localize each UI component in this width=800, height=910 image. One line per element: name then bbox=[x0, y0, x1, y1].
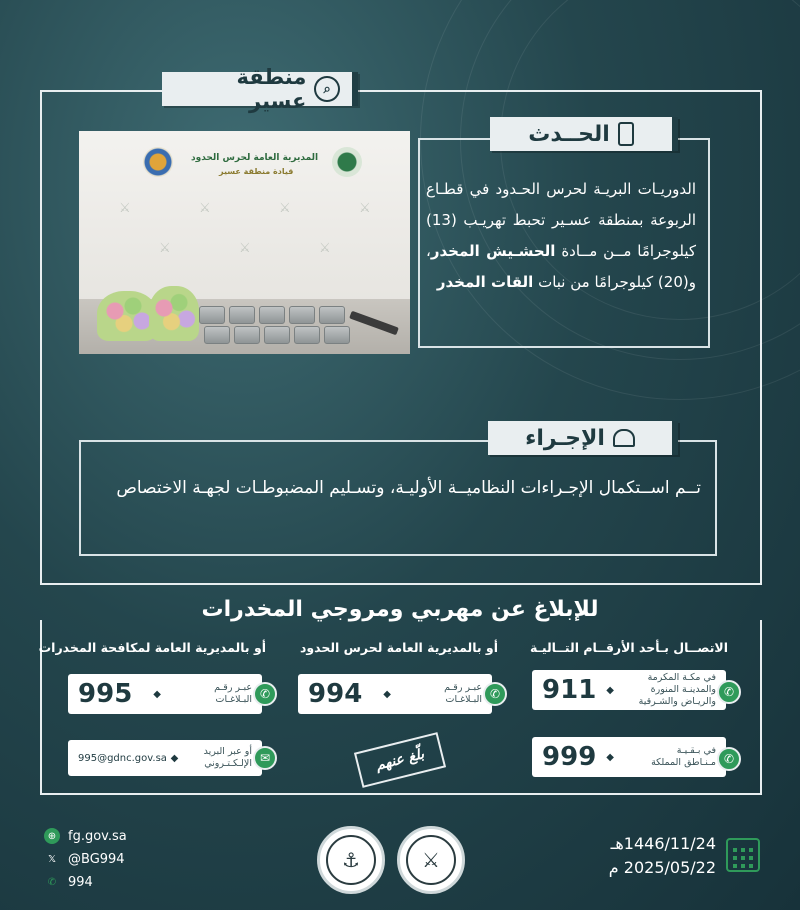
action-heading bbox=[488, 421, 678, 455]
n911-desc: في مكـة المكرمة والمدينـة المنورة والريـاض والشـرقية bbox=[638, 672, 716, 707]
photo-title-line1: المديرية العامة لحرس الحدود bbox=[191, 153, 319, 163]
email-card[interactable] bbox=[68, 740, 262, 776]
photo-title-line2: قيادة منطقة عسير bbox=[219, 167, 294, 176]
number-card-995[interactable] bbox=[68, 674, 262, 714]
watermark-emblem-icon: ⚔ bbox=[319, 241, 331, 256]
date-gregorian: 2025/05/22 م bbox=[608, 858, 716, 877]
hashish-package bbox=[264, 326, 290, 344]
saudi-emblem bbox=[397, 826, 465, 894]
arrow-icon: ◆ bbox=[153, 688, 161, 700]
hashish-package bbox=[324, 326, 350, 344]
arrow-icon: ◆ bbox=[170, 752, 179, 764]
report-title: للإبلاغ عن مهربي ومروجي المخدرات bbox=[201, 597, 599, 622]
calendar-icon bbox=[726, 838, 760, 872]
hashish-package bbox=[199, 306, 225, 324]
twitter-text: @BG994 bbox=[68, 851, 125, 867]
anchor-emblem-icon: ⚓ bbox=[326, 835, 376, 885]
phone-text: 994 bbox=[68, 874, 93, 890]
watermark-emblem-icon: ⚔ bbox=[279, 201, 291, 216]
n999-desc-line1: في بـقـيـة bbox=[676, 745, 716, 756]
n994-desc-line1: عبـر رقـم bbox=[444, 682, 482, 693]
event-text-part2: ، و(20) كيلوجرامًا من نبات bbox=[426, 242, 696, 291]
n995-desc-line2: البـلاغـات bbox=[215, 694, 252, 705]
n995-desc-line1: عبـر رقـم bbox=[214, 682, 252, 693]
col-head-narcotics: أو بالمديرية العامة لمكافحة المخدرات bbox=[38, 640, 266, 655]
footer-website[interactable] bbox=[44, 828, 127, 844]
n911-number: 911 bbox=[542, 675, 597, 705]
arrow-icon: ◆ bbox=[606, 751, 614, 763]
hashish-package bbox=[229, 306, 255, 324]
col-head-border-guard: أو بالمديرية العامة لحرس الحدود bbox=[299, 640, 498, 655]
action-text: تــم اســتكمال الإجـراءات النظاميــة الأوليـة، وتسـليم المضبوطـات لجهـة الاختصاص bbox=[116, 478, 701, 498]
n999-number: 999 bbox=[542, 742, 597, 772]
email-desc bbox=[182, 746, 252, 770]
action-title: الإجـراء bbox=[525, 425, 605, 451]
region-title: منطقة عسير bbox=[236, 65, 307, 113]
emblem-icon bbox=[332, 147, 362, 177]
n995-desc bbox=[182, 682, 252, 706]
event-text-bold2: القات المخدر bbox=[436, 273, 534, 291]
globe-icon: ⊕ bbox=[44, 828, 60, 844]
date-hijri: 1446/11/24هـ bbox=[610, 834, 716, 853]
watermark-emblem-icon: ⚔ bbox=[199, 201, 211, 216]
palm-swords-emblem-icon: ⚔ bbox=[406, 835, 456, 885]
number-card-911[interactable] bbox=[532, 670, 726, 710]
watermark-emblem-icon: ⚔ bbox=[359, 201, 371, 216]
n999-desc bbox=[624, 745, 716, 769]
khat-pile bbox=[149, 286, 199, 341]
hashish-package bbox=[289, 306, 315, 324]
radio-icon bbox=[618, 122, 634, 146]
col-head-call: الاتصــال بـأحد الأرقــام التــاليـة bbox=[530, 640, 728, 655]
event-title: الحــدث bbox=[528, 121, 610, 147]
event-text-part1: الدوريـات البريـة لحرس الحـدود في قطـاع الربوعة بمنطقة عسـير تحبط تهريـب (13) كيلوجرامًا مــن مــادة bbox=[426, 180, 696, 260]
n994-desc bbox=[412, 682, 482, 706]
n994-number: 994 bbox=[308, 679, 363, 709]
globe-search-icon: ⌕ bbox=[314, 76, 340, 102]
phone-icon: ✆ bbox=[717, 680, 741, 704]
watermark-emblem-icon: ⚔ bbox=[239, 241, 251, 256]
n999-desc-line2: مـنـاطق المملكة bbox=[651, 757, 716, 768]
hashish-package bbox=[259, 306, 285, 324]
action-box bbox=[79, 440, 717, 556]
border-guard-logo-icon bbox=[143, 147, 173, 177]
phone-icon: ✆ bbox=[483, 682, 507, 706]
event-text-bold1: الحشـيش المخدر bbox=[430, 242, 556, 260]
mail-icon: ✉ bbox=[253, 746, 277, 770]
website-text: fg.gov.sa bbox=[68, 828, 127, 844]
seizure-photo bbox=[79, 131, 410, 354]
number-card-999[interactable] bbox=[532, 737, 726, 777]
n995-number: 995 bbox=[78, 679, 133, 709]
siren-icon bbox=[613, 429, 635, 447]
hashish-package bbox=[234, 326, 260, 344]
region-label bbox=[162, 65, 358, 113]
event-box bbox=[418, 138, 710, 348]
phone-icon: ✆ bbox=[717, 747, 741, 771]
event-text bbox=[426, 174, 696, 298]
event-heading bbox=[490, 117, 678, 151]
phone-icon: ✆ bbox=[253, 682, 277, 706]
arrow-icon: ◆ bbox=[606, 684, 614, 696]
email-desc-line2: الإلـكـتـروني bbox=[204, 758, 252, 769]
footer-twitter[interactable] bbox=[44, 851, 125, 867]
footer-phone[interactable] bbox=[44, 874, 93, 890]
x-logo-icon: 𝕏 bbox=[47, 853, 57, 865]
arrow-icon: ◆ bbox=[383, 688, 391, 700]
email-address[interactable]: 995@gdnc.gov.sa bbox=[78, 752, 167, 764]
watermark-emblem-icon: ⚔ bbox=[119, 201, 131, 216]
hashish-package bbox=[294, 326, 320, 344]
email-desc-line1: أو عبر البريد bbox=[203, 746, 252, 757]
hashish-package bbox=[319, 306, 345, 324]
n994-desc-line2: البـلاغـات bbox=[445, 694, 482, 705]
phone-icon: ✆ bbox=[47, 876, 57, 888]
watermark-emblem-icon: ⚔ bbox=[159, 241, 171, 256]
hashish-package bbox=[204, 326, 230, 344]
border-guard-emblem bbox=[317, 826, 385, 894]
report-them-stamp: بلّغ عنهم bbox=[354, 732, 446, 788]
number-card-994[interactable] bbox=[298, 674, 492, 714]
khat-pile bbox=[97, 291, 157, 341]
